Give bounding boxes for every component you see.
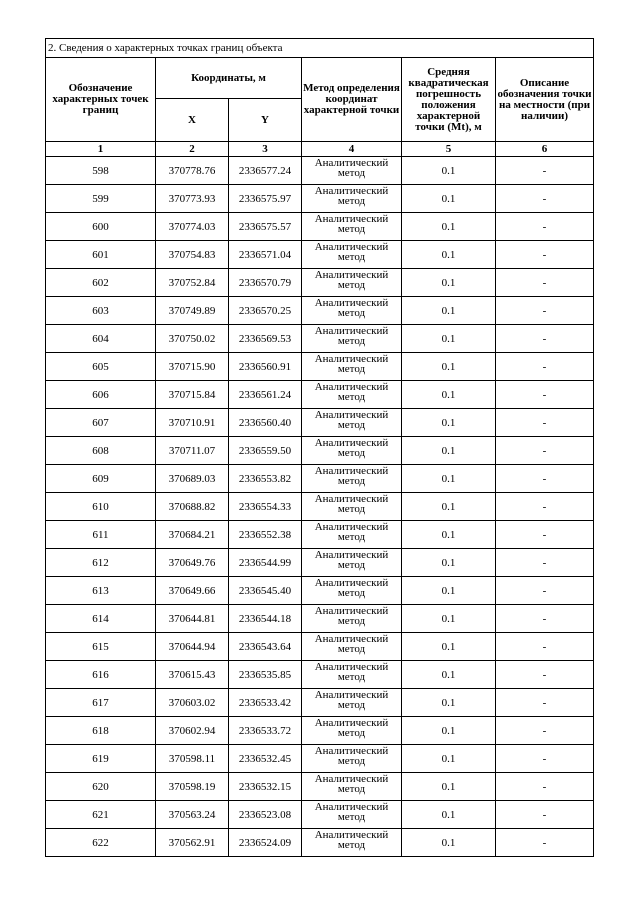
error-cell: 0.1 (402, 157, 496, 185)
error-cell: 0.1 (402, 185, 496, 213)
header-coordinates: Координаты, м (156, 58, 302, 99)
coord-y: 2336554.33 (229, 493, 302, 521)
boundary-points-table (45, 38, 594, 857)
description-cell: - (496, 157, 594, 185)
table-row (46, 353, 594, 381)
point-id: 616 (46, 661, 156, 689)
header-error: Средняя квадратическая погрешность положения характерной точки (Mt), м (402, 58, 496, 142)
method-cell: Аналитический метод (302, 829, 402, 857)
coord-x: 370563.24 (156, 801, 229, 829)
error-cell: 0.1 (402, 353, 496, 381)
table-row (46, 241, 594, 269)
description-cell: - (496, 549, 594, 577)
table-row (46, 549, 594, 577)
method-cell: Аналитический метод (302, 185, 402, 213)
error-cell: 0.1 (402, 773, 496, 801)
coord-x: 370778.76 (156, 157, 229, 185)
coord-x: 370684.21 (156, 521, 229, 549)
point-id: 606 (46, 381, 156, 409)
description-cell: - (496, 465, 594, 493)
description-cell: - (496, 185, 594, 213)
method-cell: Аналитический метод (302, 325, 402, 353)
point-id: 613 (46, 577, 156, 605)
table-row (46, 689, 594, 717)
point-id: 605 (46, 353, 156, 381)
coord-y: 2336545.40 (229, 577, 302, 605)
coord-y: 2336535.85 (229, 661, 302, 689)
coord-y: 2336524.09 (229, 829, 302, 857)
coord-x: 370649.66 (156, 577, 229, 605)
table-row (46, 269, 594, 297)
table-row (46, 829, 594, 857)
point-id: 598 (46, 157, 156, 185)
table-row (46, 717, 594, 745)
description-cell: - (496, 661, 594, 689)
header-x: X (156, 99, 229, 142)
point-id: 620 (46, 773, 156, 801)
coord-y: 2336570.25 (229, 297, 302, 325)
error-cell: 0.1 (402, 493, 496, 521)
point-id: 610 (46, 493, 156, 521)
error-cell: 0.1 (402, 605, 496, 633)
method-cell: Аналитический метод (302, 689, 402, 717)
coord-x: 370644.81 (156, 605, 229, 633)
method-cell: Аналитический метод (302, 465, 402, 493)
point-id: 603 (46, 297, 156, 325)
column-number: 1 (46, 142, 156, 157)
column-number: 2 (156, 142, 229, 157)
method-cell: Аналитический метод (302, 493, 402, 521)
error-cell: 0.1 (402, 661, 496, 689)
coord-y: 2336552.38 (229, 521, 302, 549)
point-id: 608 (46, 437, 156, 465)
coord-y: 2336553.82 (229, 465, 302, 493)
coord-x: 370688.82 (156, 493, 229, 521)
table-row (46, 409, 594, 437)
error-cell: 0.1 (402, 437, 496, 465)
table-row (46, 801, 594, 829)
description-cell: - (496, 241, 594, 269)
coord-y: 2336560.40 (229, 409, 302, 437)
point-id: 604 (46, 325, 156, 353)
coord-x: 370644.94 (156, 633, 229, 661)
description-cell: - (496, 325, 594, 353)
coord-y: 2336544.99 (229, 549, 302, 577)
method-cell: Аналитический метод (302, 409, 402, 437)
coord-y: 2336561.24 (229, 381, 302, 409)
error-cell: 0.1 (402, 717, 496, 745)
description-cell: - (496, 773, 594, 801)
table-row (46, 465, 594, 493)
error-cell: 0.1 (402, 577, 496, 605)
coord-y: 2336532.15 (229, 773, 302, 801)
method-cell: Аналитический метод (302, 521, 402, 549)
point-id: 607 (46, 409, 156, 437)
coord-y: 2336570.79 (229, 269, 302, 297)
point-id: 617 (46, 689, 156, 717)
description-cell: - (496, 409, 594, 437)
description-cell: - (496, 745, 594, 773)
description-cell: - (496, 577, 594, 605)
point-id: 615 (46, 633, 156, 661)
method-cell: Аналитический метод (302, 157, 402, 185)
description-cell: - (496, 297, 594, 325)
table-row (46, 521, 594, 549)
method-cell: Аналитический метод (302, 633, 402, 661)
description-cell: - (496, 689, 594, 717)
coord-y: 2336569.53 (229, 325, 302, 353)
table-row (46, 157, 594, 185)
description-cell: - (496, 801, 594, 829)
header-description: Описание обозначения точки на местности (при наличии) (496, 58, 594, 142)
table-row (46, 745, 594, 773)
method-cell: Аналитический метод (302, 745, 402, 773)
coord-y: 2336559.50 (229, 437, 302, 465)
method-cell: Аналитический метод (302, 661, 402, 689)
method-cell: Аналитический метод (302, 549, 402, 577)
table-row (46, 213, 594, 241)
error-cell: 0.1 (402, 689, 496, 717)
point-id: 602 (46, 269, 156, 297)
coord-y: 2336533.42 (229, 689, 302, 717)
error-cell: 0.1 (402, 241, 496, 269)
coord-y: 2336533.72 (229, 717, 302, 745)
method-cell: Аналитический метод (302, 605, 402, 633)
coord-x: 370715.90 (156, 353, 229, 381)
column-numbers-row (46, 142, 594, 157)
description-cell: - (496, 493, 594, 521)
coord-x: 370715.84 (156, 381, 229, 409)
point-id: 611 (46, 521, 156, 549)
header-designation: Обозначение характерных точек границ (46, 58, 156, 142)
error-cell: 0.1 (402, 269, 496, 297)
method-cell: Аналитический метод (302, 437, 402, 465)
description-cell: - (496, 381, 594, 409)
coord-y: 2336571.04 (229, 241, 302, 269)
point-id: 612 (46, 549, 156, 577)
point-id: 619 (46, 745, 156, 773)
coord-y: 2336544.18 (229, 605, 302, 633)
description-cell: - (496, 353, 594, 381)
error-cell: 0.1 (402, 549, 496, 577)
method-cell: Аналитический метод (302, 241, 402, 269)
error-cell: 0.1 (402, 465, 496, 493)
column-number: 6 (496, 142, 594, 157)
coord-x: 370749.89 (156, 297, 229, 325)
table-row (46, 577, 594, 605)
coord-y: 2336532.45 (229, 745, 302, 773)
description-cell: - (496, 829, 594, 857)
error-cell: 0.1 (402, 381, 496, 409)
table-row (46, 493, 594, 521)
description-cell: - (496, 605, 594, 633)
table-body (46, 157, 594, 857)
method-cell: Аналитический метод (302, 801, 402, 829)
header-y: Y (229, 99, 302, 142)
coord-x: 370774.03 (156, 213, 229, 241)
error-cell: 0.1 (402, 521, 496, 549)
method-cell: Аналитический метод (302, 773, 402, 801)
table-row (46, 325, 594, 353)
table-row (46, 381, 594, 409)
method-cell: Аналитический метод (302, 297, 402, 325)
description-cell: - (496, 213, 594, 241)
column-number: 5 (402, 142, 496, 157)
coord-x: 370710.91 (156, 409, 229, 437)
coord-x: 370711.07 (156, 437, 229, 465)
error-cell: 0.1 (402, 325, 496, 353)
coord-x: 370562.91 (156, 829, 229, 857)
coord-x: 370750.02 (156, 325, 229, 353)
column-number: 4 (302, 142, 402, 157)
table-row (46, 661, 594, 689)
point-id: 614 (46, 605, 156, 633)
point-id: 622 (46, 829, 156, 857)
column-number: 3 (229, 142, 302, 157)
coord-x: 370602.94 (156, 717, 229, 745)
error-cell: 0.1 (402, 409, 496, 437)
header-method: Метод определения координат характерной точки (302, 58, 402, 142)
point-id: 621 (46, 801, 156, 829)
error-cell: 0.1 (402, 213, 496, 241)
table-row (46, 297, 594, 325)
coord-y: 2336543.64 (229, 633, 302, 661)
coord-x: 370754.83 (156, 241, 229, 269)
description-cell: - (496, 269, 594, 297)
table-row (46, 633, 594, 661)
method-cell: Аналитический метод (302, 717, 402, 745)
error-cell: 0.1 (402, 633, 496, 661)
point-id: 618 (46, 717, 156, 745)
table-row (46, 773, 594, 801)
coord-x: 370598.19 (156, 773, 229, 801)
coord-x: 370649.76 (156, 549, 229, 577)
description-cell: - (496, 717, 594, 745)
error-cell: 0.1 (402, 801, 496, 829)
error-cell: 0.1 (402, 297, 496, 325)
error-cell: 0.1 (402, 745, 496, 773)
table-row (46, 437, 594, 465)
coord-y: 2336577.24 (229, 157, 302, 185)
description-cell: - (496, 521, 594, 549)
coord-x: 370773.93 (156, 185, 229, 213)
coord-x: 370615.43 (156, 661, 229, 689)
description-cell: - (496, 633, 594, 661)
method-cell: Аналитический метод (302, 577, 402, 605)
table-caption: 2. Сведения о характерных точках границ объекта (46, 39, 594, 58)
point-id: 609 (46, 465, 156, 493)
coord-y: 2336560.91 (229, 353, 302, 381)
point-id: 599 (46, 185, 156, 213)
point-id: 600 (46, 213, 156, 241)
method-cell: Аналитический метод (302, 269, 402, 297)
method-cell: Аналитический метод (302, 213, 402, 241)
coord-x: 370603.02 (156, 689, 229, 717)
table-row (46, 605, 594, 633)
coord-x: 370598.11 (156, 745, 229, 773)
coord-y: 2336575.97 (229, 185, 302, 213)
coord-x: 370752.84 (156, 269, 229, 297)
coord-x: 370689.03 (156, 465, 229, 493)
description-cell: - (496, 437, 594, 465)
error-cell: 0.1 (402, 829, 496, 857)
table-row (46, 185, 594, 213)
method-cell: Аналитический метод (302, 353, 402, 381)
method-cell: Аналитический метод (302, 381, 402, 409)
coord-y: 2336575.57 (229, 213, 302, 241)
coord-y: 2336523.08 (229, 801, 302, 829)
point-id: 601 (46, 241, 156, 269)
